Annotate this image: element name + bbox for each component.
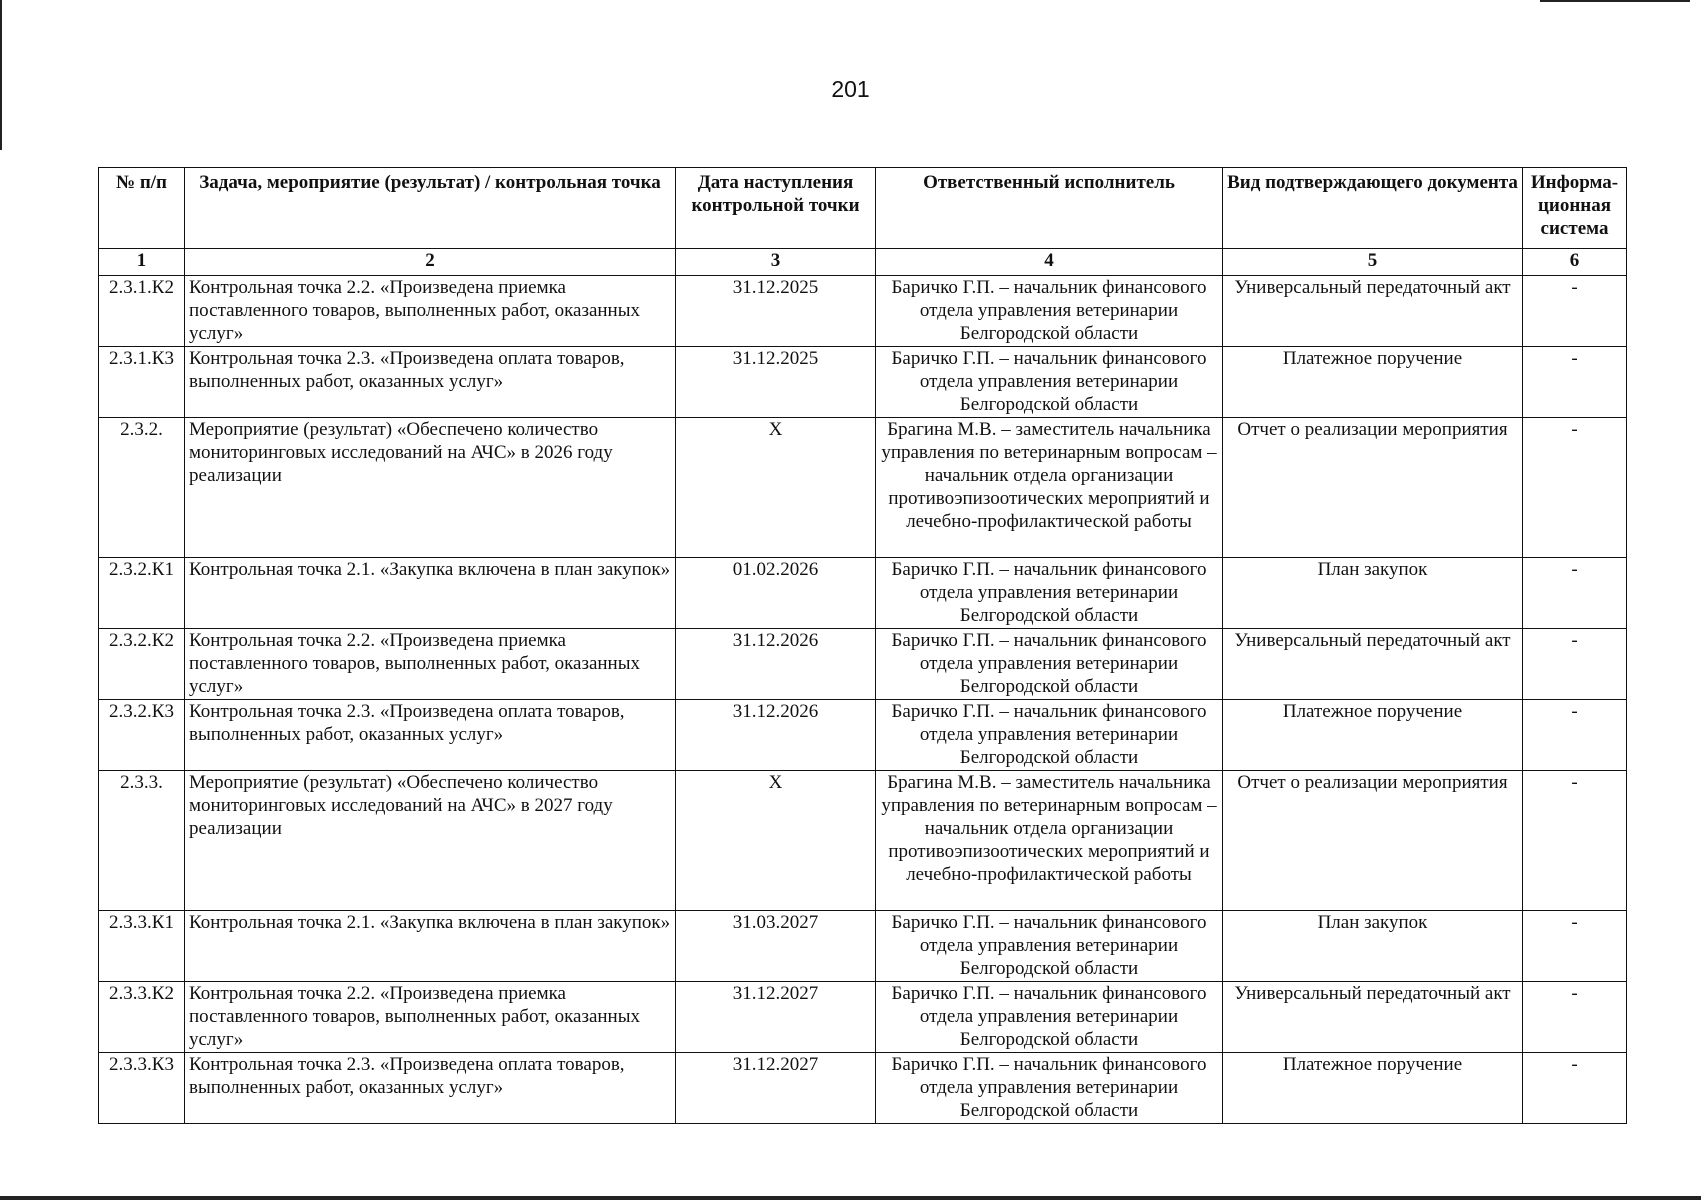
column-number: 3 [676,249,876,276]
row-executor: Брагина М.В. – заместитель начальника управления по ветеринарным вопросам – начальник отдела организации противоэпизоотических мероприятий и лечебно-профилактической работы [876,418,1223,558]
row-document: План закупок [1223,558,1523,629]
row-system: - [1523,911,1627,982]
row-id: 2.3.3.К2 [99,982,185,1053]
row-task: Контрольная точка 2.2. «Произведена приемка поставленного товаров, выполненных работ, оказанных услуг» [185,982,676,1053]
row-document: Отчет о реализации мероприятия [1223,418,1523,558]
row-system: - [1523,700,1627,771]
table-row [99,629,1627,700]
row-task: Контрольная точка 2.1. «Закупка включена в план закупок» [185,911,676,982]
row-executor: Брагина М.В. – заместитель начальника управления по ветеринарным вопросам – начальник отдела организации противоэпизоотических мероприятий и лечебно-профилактической работы [876,771,1223,911]
row-task: Мероприятие (результат) «Обеспечено количество мониторинговых исследований на АЧС» в 2026 году реализации [185,418,676,558]
row-id: 2.3.1.К3 [99,347,185,418]
row-date: 01.02.2026 [676,558,876,629]
row-id: 2.3.2.К2 [99,629,185,700]
scan-edge-bottom [0,1196,1701,1200]
row-system: - [1523,771,1627,911]
row-id: 2.3.2.К1 [99,558,185,629]
row-date: Х [676,418,876,558]
row-date: 31.12.2025 [676,276,876,347]
row-document: Универсальный передаточный акт [1223,629,1523,700]
row-task: Контрольная точка 2.2. «Произведена приемка поставленного товаров, выполненных работ, оказанных услуг» [185,276,676,347]
column-number: 6 [1523,249,1627,276]
header-task: Задача, мероприятие (результат) / контрольная точка [185,168,676,249]
row-system: - [1523,982,1627,1053]
row-id: 2.3.3.К3 [99,1053,185,1124]
column-number-row [99,249,1627,276]
row-id: 2.3.2.К3 [99,700,185,771]
table-row [99,771,1627,911]
row-executor: Баричко Г.П. – начальник финансового отдела управления ветеринарии Белгородской области [876,982,1223,1053]
row-system: - [1523,558,1627,629]
row-executor: Баричко Г.П. – начальник финансового отдела управления ветеринарии Белгородской области [876,276,1223,347]
row-task: Контрольная точка 2.1. «Закупка включена в план закупок» [185,558,676,629]
row-system: - [1523,1053,1627,1124]
row-date: 31.12.2025 [676,347,876,418]
table-row [99,347,1627,418]
row-executor: Баричко Г.П. – начальник финансового отдела управления ветеринарии Белгородской области [876,629,1223,700]
header-executor: Ответственный исполнитель [876,168,1223,249]
column-number: 2 [185,249,676,276]
row-id: 2.3.3. [99,771,185,911]
row-system: - [1523,418,1627,558]
row-document: Платежное поручение [1223,347,1523,418]
row-task: Контрольная точка 2.3. «Произведена оплата товаров, выполненных работ, оказанных услуг» [185,700,676,771]
table-header-row [99,168,1627,249]
row-date: 31.12.2027 [676,982,876,1053]
table-row [99,558,1627,629]
row-date: Х [676,771,876,911]
row-system: - [1523,629,1627,700]
row-document: Отчет о реализации мероприятия [1223,771,1523,911]
row-id: 2.3.2. [99,418,185,558]
scan-edge-top-right [1540,0,1690,2]
row-document: Универсальный передаточный акт [1223,276,1523,347]
page-number: 201 [831,76,870,102]
row-task: Контрольная точка 2.3. «Произведена оплата товаров, выполненных работ, оказанных услуг» [185,347,676,418]
table-row [99,911,1627,982]
row-date: 31.12.2026 [676,629,876,700]
row-document: Платежное поручение [1223,700,1523,771]
table-row [99,1053,1627,1124]
row-document: Универсальный передаточный акт [1223,982,1523,1053]
row-id: 2.3.3.К1 [99,911,185,982]
row-executor: Баричко Г.П. – начальник финансового отдела управления ветеринарии Белгородской области [876,1053,1223,1124]
row-date: 31.12.2027 [676,1053,876,1124]
header-date: Дата наступления контрольной точки [676,168,876,249]
table-row [99,982,1627,1053]
row-id: 2.3.1.К2 [99,276,185,347]
row-executor: Баричко Г.П. – начальник финансового отдела управления ветеринарии Белгородской области [876,347,1223,418]
row-task: Контрольная точка 2.2. «Произведена приемка поставленного товаров, выполненных работ, оказанных услуг» [185,629,676,700]
table-row [99,276,1627,347]
header-system: Информа-ционная система [1523,168,1627,249]
row-task: Контрольная точка 2.3. «Произведена оплата товаров, выполненных работ, оказанных услуг» [185,1053,676,1124]
column-number: 1 [99,249,185,276]
row-task: Мероприятие (результат) «Обеспечено количество мониторинговых исследований на АЧС» в 2027 году реализации [185,771,676,911]
row-executor: Баричко Г.П. – начальник финансового отдела управления ветеринарии Белгородской области [876,700,1223,771]
control-points-table [98,167,1627,1124]
column-number: 5 [1223,249,1523,276]
row-executor: Баричко Г.П. – начальник финансового отдела управления ветеринарии Белгородской области [876,911,1223,982]
row-date: 31.03.2027 [676,911,876,982]
row-system: - [1523,276,1627,347]
table-row [99,418,1627,558]
header-number: № п/п [99,168,185,249]
row-document: Платежное поручение [1223,1053,1523,1124]
table-row [99,700,1627,771]
row-date: 31.12.2026 [676,700,876,771]
scan-edge-left [0,0,2,150]
header-document: Вид подтверждающего документа [1223,168,1523,249]
column-number: 4 [876,249,1223,276]
row-document: План закупок [1223,911,1523,982]
row-system: - [1523,347,1627,418]
row-executor: Баричко Г.П. – начальник финансового отдела управления ветеринарии Белгородской области [876,558,1223,629]
